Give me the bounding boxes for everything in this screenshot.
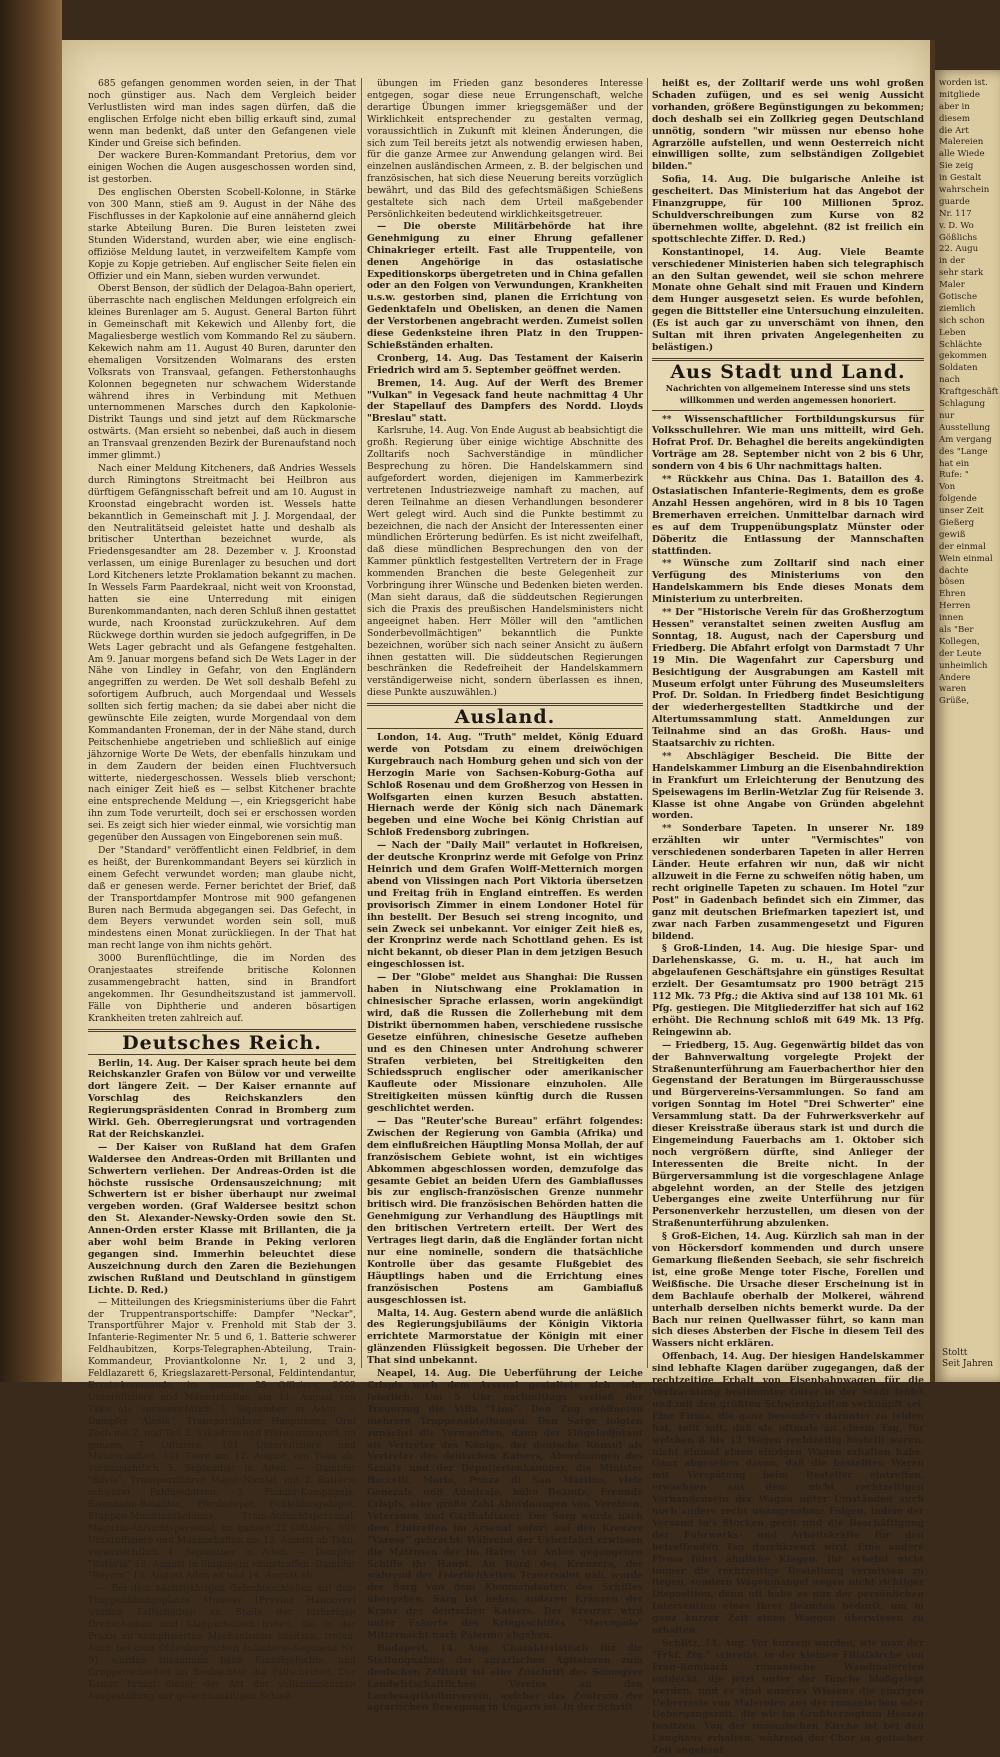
- adjacent-page-line: Ehren: [939, 589, 966, 600]
- article-paragraph: Bremen, 14. Aug. Auf der Werft des Bremer "Vulkan" in Vegesack fand heute nachmittag 4 Uhr der Stapellauf des Dampfers des Nordd. Lloyds "Breslau" statt.: [367, 377, 643, 425]
- article-paragraph: § Groß-Eichen, 14. Aug. Kürzlich sah man in der von Höckersdorf kommenden und durch unsere Gemarkung fließenden Seebach, sie sehr fischreich ist, eine große Menge toter Fische, Forellen und Weißfische. Die Ursache dieser Erscheinung ist in dem Bachlaufe oberhalb der Molkerei, während unterhalb derselben nichts bemerkt wurde. Da der Bach nur reinen Quellwasser führt, so kann man sich dieses Absterben der Fische in diesem Teil des Wassers nicht erklären.: [652, 1231, 924, 1350]
- adjacent-page-footer: [942, 1348, 993, 1370]
- adjacent-page-line: des "Lange: [939, 446, 988, 457]
- adjacent-page-line: Gießerg: [939, 517, 975, 528]
- article-paragraph: Malta, 14. Aug. Gestern abend wurde die anläßlich des Regierungsjubiläums der Königin Viktoria errichtete Marmorstatue der Königin mit einer glänzenden Flüssigkeit begossen. Die Urheber der That sind unbekannt.: [367, 1307, 643, 1367]
- article-paragraph: ** Sonderbare Tapeten. In unserer Nr. 189 erzählten wir unter "Vermischtes" von verschiedenen sonderbaren Tapeten in aller Herren Länder. Heute erfahren wir nun, daß wir nicht allzuweit in die Ferne zu schweifen nötig haben, um recht originelle Tapeten zu schauen. Im Hotel "zur Post" in Gadenbach befindet sich ein Zimmer, das ganz mit deutschen Briefmarken tapeziert ist, und zwar nach Farben zusammengesetzt und Figuren bildend.: [652, 823, 924, 942]
- article-paragraph: Nach einer Meldung Kitcheners, daß Andries Wessels durch Rimingtons Streitmacht bei Heilbron aus dürftigem Gefängnisschaft befreit und am 10. August in Kroonstad eingebracht worden ist. Wessels hatte bekanntlich in Gemeinschaft mit J. J. Morgendaal, der den Neutralitätseid geleistet hatte und deshalb als britischer Unterthan bezeichnet wurde, als Friedensgesandter am 28. Dezember v. J. Kroonstad verlassen, um einige Burenlager zu besuchen und dort Lord Kitcheners letzte Proklamation bekannt zu machen. In Wessels Farm Paardekraal, nicht weit von Kroonstad, hatten sie eine Unterredung mit einigen Burenkommandanten, nach deren Schluß ihnen gestattet wurde, nach Kroonstad zurückzukehren. Auf dem Rückwege dorthin wurden sie jedoch aufgegriffen, in De Wets Lager gebracht und als Gefangene festgehalten. Am 9. Januar morgens befand sich De Wets Lager in der Nähe von Lindley in Gefahr, von den Engländern angegriffen zu werden. De Wet soll deshalb Befehl zu sofortigem Aufbruch, auch Morgendaal und Wessels sollten sich fertig machen; da sie dabei aber nicht die gewünschte Eile zeigten, wurde Morgendaal von dem Kommandanten Froneman, der in der Nähe stand, durch Peitschenhiebe angetrieben und schließlich auf einige jähzornige Worte De Wets, der ebenfalls hinzukam und in dem Zaudern der beiden einen Fluchtversuch witterte, niedergeschossen. Wessels blieb verschont; nach einiger Zeit hieß es — selbst Kitchener brachte eine entsprechende Meldung —, ein Kriegsgericht habe ihn zum Tode verurteilt, doch sei er erschossen worden sei. Es zeigt sich hier wieder einmal, wie vorsichtig man gegenüber den Aussagen von Eingeborenen sein muß.: [88, 463, 356, 844]
- article-paragraph: Budapest, 14. Aug. Charakteristisch für die Stellungnahme der agrarischen Agitatoren zum deutschen Zolltarif ist eine Zuschrift des Somogyer Landwirtschaftlichen Vereins an den Landesagrikulturverein, welcher das Zentrum der agrarischen Bewegung in Ungarn ist. In der Schrift: [367, 1642, 643, 1714]
- article-paragraph: Oberst Benson, der südlich der Delagoa-Bahn operiert, überraschte nach englischen Meldungen erfolgreich ein kleines Burenlager am 5. August. General Barton führt in Gemeinschaft mit Kekewich und Allenby fort, die Magaliesberge westlich vom Kommando Rel zu säubern. Kekewich nahm am 11. August 40 Buren, darunter den ehemaligen Vorsitzenden Wolmarans des ersten Volksrats von Transvaal, gefangen. Fetherstonhaughs Kolonnen begegneten nur schwachem Widerstande während ihres in Verbindung mit Methuen unternommenen Marsches durch den Kapkolonie-Distrikt Taungs und sind jetzt auf dem Rückmarsche ostwärts. (Man ersieht so nebenbei, daß auch in diesem an Transvaal grenzenden Bezirk der Burenaufstand noch immer glimmt.): [88, 283, 356, 462]
- article-paragraph: 685 gefangen genommen worden seien, in der That noch günstiger aus. Nach dem Vergleich beider Verlustlisten wird man indes sagen dürfen, daß die englischen Erfolge nicht eben billig erkauft sind, zumal wenn man bedenkt, daß unter den Gefangenen viele Kinder und Greise sich befinden.: [88, 78, 356, 149]
- footer-line: Seit Jahren: [942, 1359, 994, 1369]
- article-paragraph: Des englischen Obersten Scobell-Kolonne, in Stärke von 300 Mann, stieß am 9. August in der Nähe des Fischflusses in der Kapkolonie auf eine annähernd gleich starke Abteilung Buren. Die Buren leisteten zwei Stunden Widerstand, wurden aber, wie eine englisch-offiziöse Meldung lautet, in verzweifeltem Kampfe vom Kopje zu Kopje getrieben. Auf englischer Seite fielen ein Offizier und ein Mann, sieben wurden verwundet.: [88, 187, 356, 282]
- adjacent-page-line: Leben: [939, 327, 966, 338]
- adjacent-page-line: guarde: [939, 196, 970, 207]
- adjacent-page-line: Kollegen,: [939, 636, 980, 647]
- section-divider: [367, 728, 643, 729]
- column-rule: [361, 78, 362, 1368]
- article-paragraph: ** Wünsche zum Zolltarif sind nach einer Verfügung des Ministeriums von den Handelskammern bis Ende dieses Monats dem Ministerium zu unterbreiten.: [652, 558, 924, 606]
- article-paragraph: Schlitz, 14. Aug. Vor kurzem wurden, wie man der "Frkf. Ztg." schreibt, in der kleinen Filialkirche von Frau-Rombach romanische Wandmalereien entdeckt, die jetzt unter der Tünche bloßgelegt werden, und es sind unseres Wissens die einzigen Ueberreste von Malereien aus der romanischen oder Uebergangszeit, die wir im Großherzogtum Hessen besitzen. Von der romanischen Kirche ist bei den Langhaus erhalten, während der Chor in gotischer Zeit angebaut: [652, 1638, 924, 1757]
- article-paragraph: ** Abschlägiger Bescheid. Die Bitte der Handelskammer Limburg an die Eisenbahndirektion in Frankfurt um Erleichterung der Benutzung des Speisewagens im Berlin-Wetzlar Zug für Reisende 3. Klasse ist ohne Angabe von Gründen abgelehnt worden.: [652, 750, 924, 822]
- article-paragraph: Konstantinopel, 14. Aug. Viele Beamte verschiedener Ministerien haben sich telegraphisch an den Sultan gewendet, weil sie schon mehrere Monate ohne Gehalt sind mit Frauen und Kindern dem Hunger ausgesetzt seien. Es wurde befohlen, gegen die Bittsteller eine Untersuchung einzuleiten. (Es ist auch gar zu unverschämt von ihnen, den Sultan mit ihren privaten Angelegenheiten zu belästigen.): [652, 246, 924, 353]
- section-heading-deutsches-reich: Deutsches Reich.: [122, 1031, 322, 1054]
- adjacent-page-line: worden ist.: [939, 78, 988, 88]
- adjacent-page-text: [935, 70, 1000, 708]
- adjacent-page-line: folgende: [939, 494, 977, 505]
- adjacent-page-line: Andere: [939, 672, 971, 683]
- adjacent-page-line: Malereien: [939, 137, 984, 148]
- adjacent-page-line: unser Zeit: [939, 506, 984, 517]
- column-2: [367, 78, 643, 1714]
- article-paragraph: — Die oberste Militärbehörde hat ihre Genehmigung zu einer Ehrung gefallener Chinakrieger erteilt. Fast alle Truppenteile, von denen Angehörige in das ostasiatische Expeditionskorps übergetreten und in China gefallen oder an den Folgen von Verwundungen, Krankheiten u.s.w. gestorben sind, planen die Errichtung von Gedenktafeln und Obelisken, an denen die Namen der Verstorbenen angebracht werden. Zumeist sollen diese Gedenksteine ihren Platz in den Truppen-Schießständen erhalten.: [367, 220, 643, 351]
- article-paragraph: 3000 Burenflüchtlinge, die im Norden des Oranjestaates streifende britische Kolonnen zusammengebracht hatten, sind in Brandfort angekommen. Ihr Gesundheitszustand ist jammervoll. Fälle von Diphtherie und anderen bösartigen Krankheiten treten zahlreich auf.: [88, 953, 356, 1024]
- adjacent-page-line: Herren: [939, 601, 971, 612]
- adjacent-page-line: nach: [939, 375, 961, 386]
- adjacent-page-line: wahrschein: [939, 185, 990, 196]
- adjacent-page-line: Gößlichs: [939, 232, 978, 243]
- article-paragraph: Der wackere Buren-Kommandant Pretorius, dem vor einigen Wochen die Augen ausgeschossen worden sind, ist gestorben.: [88, 150, 356, 186]
- adjacent-page-line: Ausstellung: [939, 422, 991, 433]
- adjacent-page-line: Schlagung: [939, 399, 986, 410]
- article-paragraph: § Groß-Linden, 14. Aug. Die hiesige Spar- und Darlehenskasse, G. m. u. H., hat auch im abgelaufenen Geschäftsjahre ein günstiges Resultat erzielt. Der Gesamtumsatz pro 1900 beträgt 215 112 Mk. 73 Pfg.; die Aktiva sind auf 138 101 Mk. 61 Pfg. gestiegen. Die Mitgliederziffer hat sich auf 162 erhöht. Die Rechnung schloß mit 649 Mk. 13 Pfg. Reingewinn ab.: [652, 943, 924, 1038]
- adjacent-page-line: Soldaten: [939, 363, 978, 374]
- article-paragraph: — Nach der "Daily Mail" verlautet in Hofkreisen, der deutsche Kronprinz werde mit Gefolge von Prinz Heinrich und dem Grafen Wolff-Metternich morgen abend von Vlissingen nach Port Viktoria übersetzen und Freitag früh in England eintreffen. Es werden provisorisch Zimmer in einem Londoner Hotel für ihn bestellt. Der Besuch sei streng incognito, und sein Zweck sei unbekannt. Vor einiger Zeit hieß es, der Kronprinz werde nach Schottland gehen. Es ist nicht bekannt, ob dieser Plan in dem jetzigen Besuch eingeschlossen ist.: [367, 840, 643, 971]
- adjacent-page-line: als "Ber: [939, 624, 974, 635]
- adjacent-page-line: Am vergang: [939, 434, 992, 445]
- adjacent-page-line: Sie zeig: [939, 161, 974, 172]
- column-1: [88, 78, 357, 1702]
- adjacent-page-line: waren: [939, 684, 967, 695]
- adjacent-page-line: 22. Augu: [939, 244, 979, 255]
- adjacent-page-line: die Art: [939, 125, 969, 136]
- section-heading-aus-stadt-und-land: Aus Stadt und Land.: [670, 360, 906, 383]
- adjacent-page-line: diesem: [939, 113, 970, 124]
- article-paragraph: ** Wissenschaftlicher Fortbildungskursus für Volksschullehrer. Wie man uns mitteilt, wird Geh. Hofrat Prof. Dr. Behaghel die bereits angekündigten Vorträge am 28. September nicht von 2 bis 6 Uhr, sondern von 4 bis 6 Uhr nachmittags halten.: [652, 413, 924, 473]
- section-divider: [652, 410, 924, 411]
- adjacent-page-line: der einmal: [939, 541, 986, 552]
- adjacent-page-line: Maler: [939, 280, 965, 291]
- adjacent-page-line: in der: [939, 256, 965, 267]
- article-paragraph: heißt es, der Zolltarif werde uns wohl großen Schaden zufügen, und es sei wenig Aussicht vorhanden, größere Begünstigungen zu bekommen; doch deshalb sei ein Zollkrieg gegen Deutschland unnötig, sondern "wir müssen nur ebenso hohe Agrarzölle aufstellen, und wenn Oesterreich nicht einwilligen sollte, zum selbständigen Zollgebiet bilden.": [652, 78, 924, 173]
- adjacent-page-line: dachte: [939, 565, 969, 576]
- adjacent-page-line: Schlächte: [939, 339, 982, 350]
- article-paragraph: Karlsruhe, 14. Aug. Von Ende August ab beabsichtigt die großh. Regierung über einige wichtige Abschnitte des Zolltarifs noch Sachverständige in mündlicher Besprechung zu hören. Die Handelskammern sind aufgefordert worden, diejenigen im Kammerbezirk vertretenen Industriezweige namhaft zu machen, auf deren Teilnahme an diesen Verhandlungen besonderer Wert gelegt wird. Auch sind die Punkte bestimmt zu bezeichnen, die nach der Ansicht der Interessenten einer mündlichen Erörterung bedürfen. Es ist nicht zweifelhaft, daß diese mündlichen Besprechungen den von der Kammer pünktlich festgestellten Vertretern der in Frage kommenden Branchen die beste Gelegenheit zur Vorbringung ihrer Wünsche und Bedenken bieten werden. (Man sieht daraus, daß die süddeutschen Regierungen sich die Praxis des preußischen Handelsministers nicht angeeignet haben. Herr Möller will den "amtlichen Sonderbevollmächtigen" bekanntlich die Punkte bezeichnen, worüber sich nach seiner Ansicht zu äußern ihnen gestatten will. Die süddeutschen Regierungen beschränken die Redefreiheit der Handelskammern verständigerweise nicht, sondern überlassen es ihnen, diese Punkte auszuwählen.): [367, 425, 643, 699]
- article-paragraph: Cronberg, 14. Aug. Das Testament der Kaiserin Friedrich wird am 5. September geöffnet werden.: [367, 352, 643, 376]
- adjacent-page-line: aber in: [939, 101, 970, 112]
- adjacent-page-line: bösen: [939, 577, 965, 588]
- adjacent-page-line: Grüße,: [939, 696, 970, 707]
- article-paragraph: — Friedberg, 15. Aug. Gegenwärtig bildet das von der Bahnverwaltung vorgelegte Projekt der Straßenunterführung am Fauerbacherthor hier den Gegenstand der Beratungen im Bürgerausschusse und Bürgervereins-Versammlungen. So fand am vorigen Sonntag im Hotel "Drei Schwerter" eine Versammlung statt. Da der Fuhrwerksverkehr auf dieser Kreisstraße überaus stark ist und durch die Eingemeindung Fauerbachs am 1. Oktober sich noch vergrößern dürfte, sind Anlieger der Interessenten die Breite nicht. In der Bürgerversammlung ist die vorgeschlagene Anlage abgelehnt worden, an der Stelle des jetzigen Ueberganges eine zweite Unterführung nur für Personenverkehr herzustellen, um diesen von der Straßenunterführung abzulenken.: [652, 1039, 924, 1230]
- adjacent-page-line: unheimlich: [939, 660, 988, 671]
- adjacent-page-line: sehr stark: [939, 268, 984, 279]
- article-paragraph: Sofia, 14. Aug. Die bulgarische Anleihe ist gescheitert. Das Ministerium hat das Angebot der Finanzgruppe, für 100 Millionen 5proz. Schuldverschreibungen zum Kurse von 82 übernehmen wollte, abgelehnt. (82 ist freilich ein spottschlechte Ziffer. D. Red.): [652, 174, 924, 245]
- article-paragraph: — Mitteilungen des Kriegsministeriums über die Fahrt der Truppentransportschiffe: Dampfer "Neckar", Transportführer Major v. Frenhold mit Stab der 3. Infanterie-Regimenter Nr. 5 und 6, 1. Batterie schwerer Feldhaubitzen, Korps-Telegraphen-Abteilung, Train-Kommandeur, Proviantkolonne Nr. 1, 2 und 3, Feldlazarett 6, Kriegslazarett-Personal, Feldintendantur, Ersatz-kommando, im ganzen 55 Offiziere, 2002 Unteroffiziere und Mannschaften am 11. August von Taku ab; voraussichtlich 3. September in Aden. — Dampfer "Alesia", Transportführer Hauptmann Graf Zech mit 2. und Teil 3. Eskadron und Pferdetransport, im ganzen 7 Offiziere, 101 Unteroffiziere und Mannschaften, 401 Tiere am 12. August von Taku ab, voraussichtlich 3. September in Aden. — Dampfer "Silvia", Transportführer Major Nicolai, mit 2. Batterie schwerer Feldhaubitzen, 3. Pionier-Kompagnie, Eisenbahn-Bataillon, Pferdedepot, Bekleidungsdepot, Etappen-Munitionskolonne, Train-Aufsichtspersonal, Magazin-Aufsichtspersonal, im ganzen 22 Offiziere, 995 Unteroffiziere und Mannschaften am 12. August ab Taku, voraussichtlich 4. September in Aden. — Dampfer "Batavia" 13. August in Singapore eingetroffen. Dampfer "Bayern" 13. August Aden an und 14. August ab.: [88, 1296, 357, 1582]
- adjacent-page-line: Kraftgeschäft: [939, 387, 999, 398]
- adjacent-page-line: sich schon: [939, 315, 985, 326]
- article-paragraph: übungen im Frieden ganz besonderes Interesse entgegen, sogar diese neue Errungenschaft, welche derartige Übungen immer kriegsgemäßer und der Wirklichkeit entsprechender zu gestalten vermag, voraussichtlich in Zukunft mit kleinen Änderungen, die sich zum Teil bereits jetzt als notwendig erwiesen haben, für die ganze Armee zur Anwendung gelangen wird. Bei einzelnen ausländischen Armeen, z. B. der belgischen und französischen, hat sich diese Neuerung bereits vorzüglich bewährt, und das Bild des gefechtsmäßigen Schießens gestaltete sich nach dem Urteil maßgebender Persönlichkeiten bedeutend wirklichkeitsgetreuer.: [367, 78, 643, 220]
- adjacent-page-line: Gotische: [939, 292, 978, 303]
- adjacent-page-line: Rufe: ": [939, 470, 969, 481]
- adjacent-page: [935, 70, 1000, 1382]
- section-divider: [88, 1054, 356, 1055]
- article-paragraph: London, 14. Aug. "Truth" meldet, König Eduard werde von Potsdam zu einem dreiwöchigen Kurgebrauch nach Homburg gehen und sich von der Herzogin Marie von Sachsen-Koburg-Gotha auf Schloß Rosenau und dem Großherzog von Hessen in Wolfsgarten einen kurzen Besuch abstatten. Hiernach werde der König sich nach Dänemark begeben und eine Woche bei König Christian auf Schloß Fredensborg zubringen.: [367, 732, 643, 839]
- article-paragraph: — Der "Globe" meldet aus Shanghai: Die Russen haben in Niutschwang eine Proklamation in chinesischer Sprache erlassen, worin angekündigt wird, daß die Russen die Zollerhebung mit dem Distrikt übernommen haben, verschiedene russische Gesetze einführen, chinesische Gesetze aufheben und es den Chinesen unter Androhung schwerer Strafen verbieten, bei Streitigkeiten den Schiedsspruch englischer oder amerikanischer Kaufleute oder Missionare einzuholen. Alle Streitigkeiten müssen künftig durch die Russen geschlichtet werden.: [367, 972, 643, 1115]
- book-spine: [0, 0, 62, 1382]
- adjacent-page-line: Nr. 117: [939, 208, 972, 219]
- article-paragraph: — Der Kaiser von Rußland hat dem Grafen Waldersee den Andreas-Orden mit Brillanten und Schwertern verliehen. Der Andreas-Orden ist die höchste russische Ordensauszeichnung; mit Schwertern ist er bisher überhaupt nur zweimal vergeben worden. (Graf Waldersee besitzt schon den St. Alexander-Newsky-Orden sowie den St. Annen-Orden erster Klasse mit Brillanten, die ja aber wohl beim Brande in Peking verloren gegangen sind. Immerhin beleuchtet diese Auszeichnung durch den Zaren die Beziehungen zwischen Rußland und Deutschland in günstigem Lichte. D. Red.): [88, 1141, 356, 1296]
- adjacent-page-line: v. D. Wo: [939, 220, 974, 231]
- column-3: [652, 78, 924, 1757]
- adjacent-page-line: der Leute: [939, 648, 982, 659]
- article-paragraph: — Das "Reuter'sche Bureau" erfährt folgendes: Zwischen der Regierung von Gambia (Afrika) und dem einflußreichen Häuptling Monsa Mollah, der auf französischem Gebiete wohnt, ist ein wichtiges Abkommen abgeschlossen worden, demzufolge das gesamte Gebiet an beiden Ufern des Gambiaflusses bis zur englisch-französischen Grenze nunmehr britisch wird. Die französischen Behörden hatten die Genehmigung zur Verhandlung des Häuptlings mit den britischen Vertretern erteilt. Der Wert des Vertrages liegt darin, daß die Engländer fortan nicht nur eine nominelle, sondern die thatsächliche Kontrolle über das gesamte Flußgebiet des Häuptlings haben und die Errichtung eines französischen Postens am Gambiafluß ausgeschlossen ist.: [367, 1116, 643, 1306]
- section-subline: Nachrichten von allgemeinem Interesse sind uns stets willkommen und werden angemessen honoriert.: [665, 382, 911, 405]
- article-paragraph: Der "Standard" veröffentlicht einen Feldbrief, in dem es heißt, der Burenkommandant Beyers sei kürzlich in einem Gefecht verwundet worden; man glaube nicht, daß er genesen werde. Ferner berichtet der Brief, daß der Transportdampfer Montrose mit 900 gefangenen Buren nach Bermuda abgegangen sei. Das Gefecht, in dem Beyers verwundet worden sein soll, muß mindestens einen Monat zurückliegen. In der That hat man recht lange von ihm nichts gehört.: [88, 845, 356, 952]
- adjacent-page-line: hat ein: [939, 458, 970, 469]
- section-heading-ausland: Ausland.: [454, 706, 556, 729]
- footer-line: Stoltt: [942, 1348, 968, 1358]
- article-paragraph: — Bei dem nächstjährigen Gefechtsschießen auf dem Truppenübungsplatze Munster (Provinz Hannover) werden Fallscheiben an Stelle der bisherigen Drehscheiben und Klappscheiben treten, die in der Praxis zu komplizierten Mechanismus besitzen, treten. Auch bei dem Oldenburgischen Infanterie-Regiment Nr. 91 werden zusammen beim Einzelgefechts- und Gruppenschießen im Beobachter die Fallscheiben. Der Kaiser bringt dieser der Art der vollkommeneren Ausgestaltung der gefechtsmäßigen Schieß-: [88, 1583, 356, 1702]
- adjacent-page-line: gewiß: [939, 529, 966, 540]
- column-rule: [647, 78, 648, 1368]
- adjacent-page-line: Von: [939, 482, 956, 493]
- adjacent-page-line: gekommen: [939, 351, 987, 362]
- article-paragraph: Neapel, 14. Aug. Die Ueberführung der Leiche Crispis nach dem Arsenal gestaltete sich sehr feierlich. Um 5 Uhr nachmittags verließ der Trauerzug die Villa "Lina". Den Zug eröffneten mehrere Truppenabteilungen. Den Sarge folgten zunächst die Verwandten, dann der Flügeladjutant als Vertreter des Königs, der deutsche Konsul als Vertreter des deutschen Kaisers, Abordnungen des Senats und der Deputiertenkammer, die Minister Baccelli, Morin, Ponza di San Martino, viele Generale und Admirale, hohe Beamte, Freunde Crispis, eine große Zahl Abordnungen von Vereinen, Veteranen und Garibaldianer. Der Sarg wurde nach dem Eintreffen im Arsenal sofort auf den Kreuzer "Varese" gebracht. Während der Ueberfahrt erwiesen die Matrosen der im Hafen vor Anker gegangenen Schiffe ihr Haupt. An Bord des Kreuzers, der während der Feierlichkeiten Trauersalut gab, wurde der Sarg von dem Kommandanten des Schiffes übergeben. Sarg ist neben anderen Kränzen der Kranz des deutschen Kaisers. Der Kreuzer wird unter Eskorte des Kriegsschiffes "Marcopolo" Mitternacht nach Palermo abgehen.: [367, 1368, 643, 1641]
- adjacent-page-line: alle Wiede: [939, 149, 985, 160]
- article-paragraph: Berlin, 14. Aug. Der Kaiser sprach heute bei dem Reichskanzler Grafen von Bülow vor und verweilte dort längere Zeit. — Der Kaiser ernannte auf Vorschlag des Reichskanzlers den Regierungspräsidenten Conrad in Bromberg zum Wirkl. Geh. Oberregierungsrat und vortragenden Rat der Reichskanzlei.: [88, 1057, 356, 1140]
- adjacent-page-line: mitgliede: [939, 89, 981, 100]
- adjacent-page-line: Wein einmal: [939, 553, 993, 564]
- adjacent-page-line: ziemlich: [939, 303, 976, 314]
- article-paragraph: ** Der "Historische Verein für das Großherzogtum Hessen" veranstaltet seinen zweiten Ausflug am Sonntag, 18. August, nach der Capersburg und Friedberg. Die Abfahrt erfolgt von Darmstadt 7 Uhr 19 Min. Die Wagenfahrt zur Capersburg und Besichtigung der Ausgrabungen am Kastell mit Museum erfolgt unter Führung des Museumsleiters Prof. Dr. Soldan. In Friedberg findet Besichtigung der wiederhergestellten Stadtkirche und der Altertumssammlung statt. Anmeldungen zur Teilnahme sind an das Großh. Haus- und Staatsarchiv zu richten.: [652, 607, 924, 750]
- article-paragraph: Offenbach, 14. Aug. Der hiesigen Handelskammer sind lebhafte Klagen darüber zugegangen, daß der rechtzeitige Erhalt von Eisenbahnwagen für die Verfrachtung bestimmter Güter in der Stadt leidet und mit den größten Schwierigkeiten verknüpft sei. Eine Firma, die ganz besonders darunter zu leiden hat, teilt mit, daß sie oftmals an einem Tag, für welchen 8 bis 12 Wagen rechtzeitig bestellt waren, nicht einmal einen einzigen Wagen erhalten habe. Ganz abgesehen davon, daß die bestellten Waren mit Verspätung beim Besteller eintreffen, erwachsen aus dem nicht rechtzeitigen Vorhandensein der Wagen unter Umständen auch noch andere recht unangenehme Folgen, indem der Versand in's Stocken gerät und die Beschäftigung der Fuhrwerks- und Arbeitskräfte für den betreffenden Tag durchkreuzt wird. Eine andere Firma führt ähnliche Klagen. Ihr scheint nicht immer die rechtzeitige Bestellung vermissen zu liegen, sondern Wagenmangel wegen nicht richtiger Disposition, denn oft habe es nur der persönlichen Intervention eines ihrer Beamten bedurft, um in ganz kurzer Zeit einen Waggon überwiesen zu erhalten.: [652, 1351, 924, 1637]
- adjacent-page-line: in Gestalt: [939, 173, 982, 184]
- adjacent-page-line: nur: [939, 410, 955, 421]
- article-paragraph: ** Rückkehr aus China. Das 1. Bataillon des 4. Ostasiatischen Infanterie-Regiments, dem es große Anzahl Hessen angehören, wird in 8 bis 10 Tagen Bremerhaven erreichen. Unmittelbar darnach wird es auf dem Truppenübungsplatz Münster oder Döberitz die Entlassung der Mannschaften stattfinden.: [652, 474, 924, 557]
- adjacent-page-line: innen: [939, 613, 964, 624]
